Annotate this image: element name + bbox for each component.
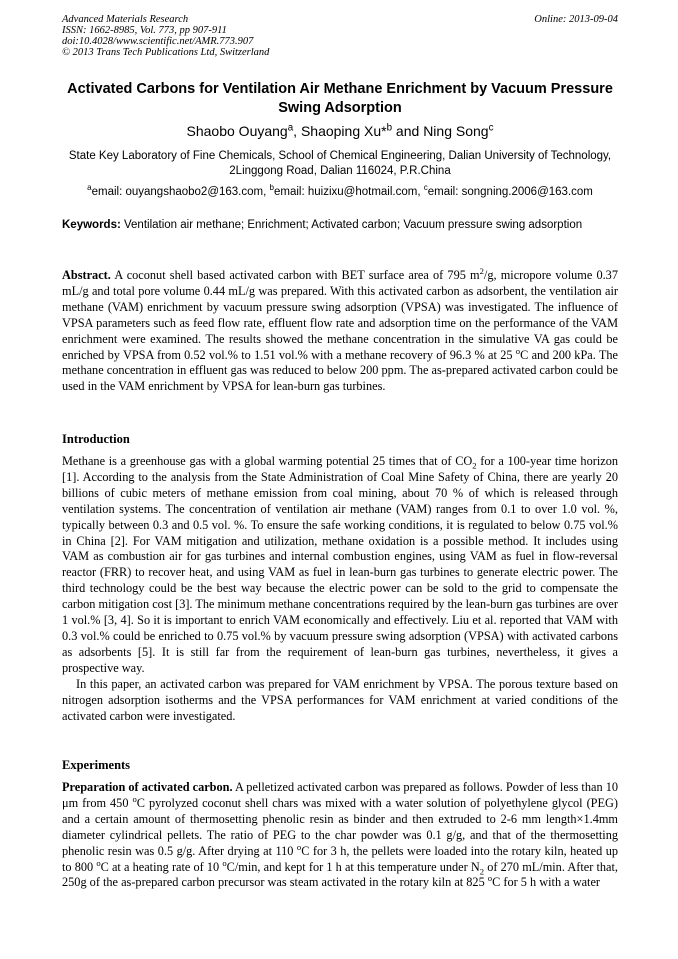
superscript: o xyxy=(487,873,493,884)
affiliation: State Key Laboratory of Fine Chemicals, School of Chemical Engineering, Dalian University of Technology, 2Linggong Road, Dalian 116024, P.R.China xyxy=(68,150,612,177)
abstract-text: /g, micropore volume 0.37 mL/g and total pore volume 0.44 mL/g was prepared. With this activated carbon as adsorbent, the ventilation air methane (VAM) enrichment by vacuum pressure swing adsorption (VPSA) was investigated. The influence of VPSA parameters such as feed flow rate, effluent flow rate and adsorption time on the performance of the VAM enrichment were examined. The results showed the methane concentration in the simulative VA gas could be enriched by VPSA from 0.52 vol.% to 1.51 vol.% with a methane recovery of 96.3 % at 25 xyxy=(62,268,618,362)
superscript: o xyxy=(222,857,227,868)
superscript: o xyxy=(515,345,521,356)
paragraph xyxy=(62,780,618,891)
abstract xyxy=(62,265,618,395)
experiments-body xyxy=(62,780,618,891)
copyright-line: © 2013 Trans Tech Publications Ltd, Switzerland xyxy=(62,47,270,58)
subscript: 2 xyxy=(472,460,477,471)
email-superscript: a xyxy=(87,183,92,193)
paragraph-text: A pelletized activated carbon was prepared as follows. Powder of less than 10 μm from 450 xyxy=(62,780,618,810)
keywords-label: Keywords: xyxy=(62,219,121,231)
abstract-text: C and 200 kPa. The methane concentration in effluent gas was reduced to below 200 ppm. The as-prepared activated carbon could be used in the VAM enrichment by VPSA for lean-burn gas turbines. xyxy=(62,347,618,394)
superscript: 2 xyxy=(479,265,484,276)
author-superscript: a xyxy=(287,122,294,134)
author-list xyxy=(62,122,618,140)
email-superscript: b xyxy=(269,183,274,193)
paragraph-text: C pyrolyzed coconut shell chars was mixed with a water solution of polyethylene glycol (PEG) and a certain amount of thermosetting phenolic resin as binder and then extruded to 2-6 mm length×1.4mm diameter cylindrical pellets. The ratio of PEG to the char powder was 0.1 g/g, and that of the thermosetting phenolic resin was 0.5 g/g. After drying at 110 xyxy=(62,795,618,858)
email-superscript: c xyxy=(423,183,428,193)
author-superscript: c xyxy=(488,122,494,134)
superscript: o xyxy=(296,841,302,852)
email-list xyxy=(62,185,618,199)
paragraph-text: for a 100-year time horizon [1]. According to the analysis from the State Administration of Coal Mine Safety of China, there are yearly 20 billions of cubic meters of methane emission from coal mining, about 70 % of which is released through ventilation systems. The concentration of ventilation air methane (VAM) ranges from 0.1 to over 1.0 vol. %, typically between 0.3 and 0.5 vol. %. To ensure the safe working conditions, it is regulated to below 0.75 vol.% in China [2]. For VAM mitigation and utilization, methane oxidation is a possible method. It includes using VAM as combustion air for gas turbines and internal combustion engines, using VAM as fuel in flow-reversal reactor (FRR) to recover heat, and using VAM as fuel in lean-burn gas turbines to generate electric power. The third technology could be the best way because the electric power can be sold to the grid to compensate the carbon mitigation cost [3]. The minimum methane concentrations required by the lean-burn gas turbines are over 1 vol.% [3, 4]. So it is important to enrich VAM economically and effectively. Liu et al. reported that VAM with 0.3 vol.% could be enriched to 0.75 vol.% by vacuum pressure swing adsorption (VPSA) with activated carbons as adsorbents [5]. It is still far from the requirement of lean-burn gas turbines, nevertheless, it gives a prospective way. xyxy=(62,454,618,675)
author-separator: , xyxy=(293,123,301,139)
author-name: Shaobo Ouyang xyxy=(186,123,288,139)
keywords-text: Ventilation air methane; Enrichment; Activated carbon; Vacuum pressure swing adsorption xyxy=(120,219,583,231)
introduction-heading: Introduction xyxy=(62,432,130,446)
keywords xyxy=(62,218,618,233)
email-item: email: songning.2006@163.com xyxy=(427,186,593,198)
paragraph xyxy=(62,454,618,677)
author-separator: and xyxy=(392,123,424,139)
online-date: Online: 2013-09-04 xyxy=(534,14,618,25)
paragraph-text: C for 3 h, the pellets were loaded into the rotary kiln, heated up to 800 xyxy=(62,843,618,874)
subscript: 2 xyxy=(479,865,485,876)
paragraph-text: C for 5 h with a water xyxy=(492,875,601,890)
paragraph-text: C/min, and kept for 1 h at this temperature under N xyxy=(226,859,480,874)
journal-name: Advanced Materials Research xyxy=(62,14,189,25)
superscript: o xyxy=(132,793,137,804)
superscript: o xyxy=(96,857,101,868)
paragraph-text: of 270 mL/min. After that, 250g of the as-prepared carbon precursor was steam activated in the rotary kiln at 825 xyxy=(62,859,618,890)
introduction-body xyxy=(62,454,618,724)
email-item: email: ouyangshaobo2@163.com, xyxy=(91,186,270,198)
author-superscript: b xyxy=(386,122,393,134)
author-name: Shaoping Xu* xyxy=(300,123,387,139)
doi-line: doi:10.4028/www.scientific.net/AMR.773.907 xyxy=(62,36,254,47)
email-item: email: huizixu@hotmail.com, xyxy=(273,186,424,198)
abstract-label: Abstract. xyxy=(62,268,111,282)
paragraph-text: C at a heating rate of 10 xyxy=(100,859,223,874)
paragraph-text: Methane is a greenhouse gas with a global warming potential 25 times that of CO xyxy=(62,454,473,468)
issn-line: ISSN: 1662-8985, Vol. 773, pp 907-911 xyxy=(62,25,227,36)
paragraph: In this paper, an activated carbon was prepared for VAM enrichment by VPSA. The porous texture based on nitrogen adsorption isotherms and the VPSA performances for VAM enrichment at varied conditions of the activated carbon were investigated. xyxy=(62,676,618,723)
abstract-text: A coconut shell based activated carbon with BET surface area of 795 m xyxy=(110,268,480,282)
paper-title: Activated Carbons for Ventilation Air Methane Enrichment by Vacuum Pressure Swing Adsorption xyxy=(67,81,613,116)
journal-header xyxy=(62,14,618,58)
subsection-label: Preparation of activated carbon. xyxy=(62,780,233,794)
experiments-heading: Experiments xyxy=(62,758,131,772)
author-name: Ning Song xyxy=(423,123,489,139)
